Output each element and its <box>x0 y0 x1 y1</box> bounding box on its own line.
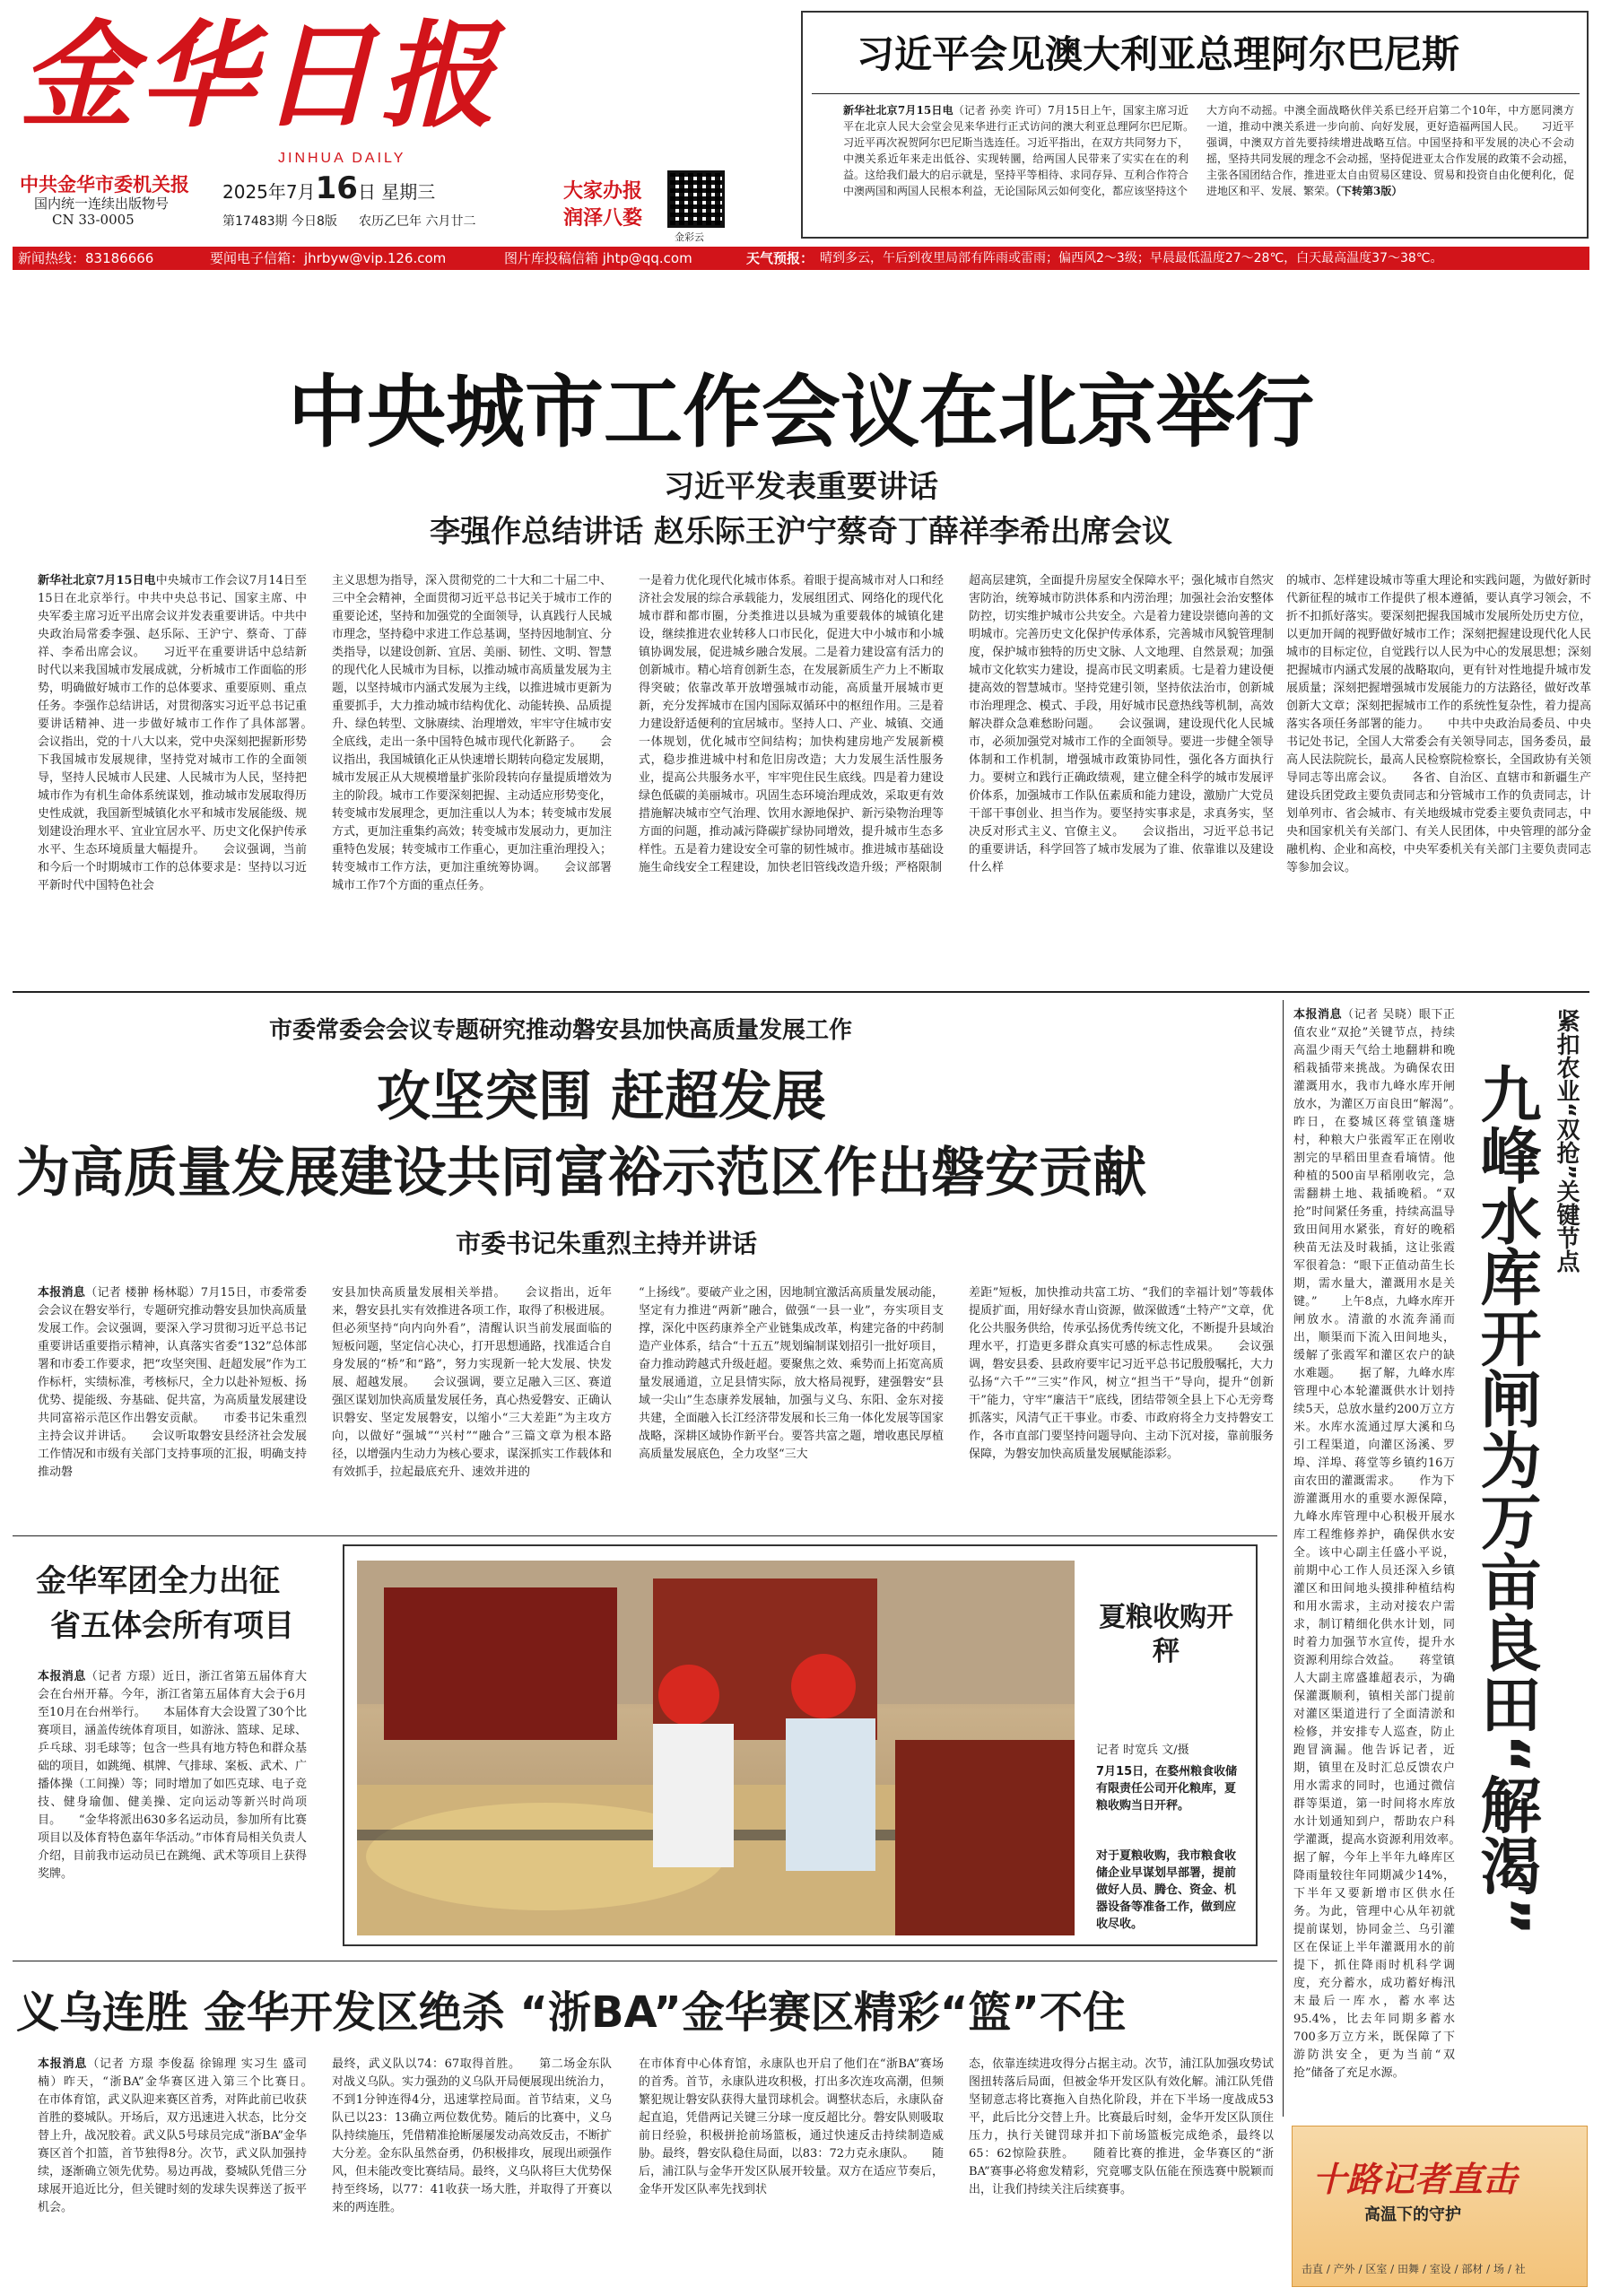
main-text-2: 主义思想为指导，深入贯彻党的二十大和二十届二中、三中全会精神，全面贯彻习近平总书记关于城市工作的重要论述，坚持和加强党的全面领导，认真践行人民城市理念，坚持稳中求进工作总基调，坚持因地制宜、分类指导，以建设创新、宜居、美丽、韧性、文明、智慧的现代化人民城市为目标，以推动城市高质量发展为主题，以坚持城市内涵式发展为主线，以推进城市更新为重要抓手，大力推动城市结构优化、动能转换、品质提升、绿色转型、文脉赓续、治理增效，牢牢守住城市安全底线，走出一条中国特色城市现代化新路子。 会议指出，我国城镇化正从快速增长期转向稳定发展期，城市发展正从大规模增量扩张阶段转向存量提质增效为主的阶段。城市工作要深刻把握、主动适应形势变化，转变城市发展理念，更加注重以人为本；转变城市发展方式，更加注重集约高效；转变城市发展动力，更加注重特色发展；转变城市工作重心，更加注重治理投入；转变城市工作方法，更加注重统筹协调。 会议部署城市工作7个方面的重点任务。 <box>332 574 612 892</box>
top-article-byline: （记者 孙奕 许可） <box>953 104 1049 117</box>
masthead-pinyin: JINHUA DAILY <box>278 151 406 166</box>
ba-col-1 <box>38 2056 307 2289</box>
date-day: 16 <box>315 170 358 206</box>
main-subhead-2: 李强作总结讲话 赵乐际王沪宁蔡奇丁薛祥李希出席会议 <box>430 514 1172 550</box>
photo-illustration <box>357 1561 1075 1935</box>
weather-text: 晴到多云，午后到夜里局部有阵雨或雷雨；偏西风2～3级；早晨最低温度27～28℃，白天最高温度37～38℃。 <box>820 251 1443 265</box>
main-dateline: 新华社北京7月15日电 <box>38 574 156 587</box>
main-col-1 <box>38 572 307 949</box>
juntuan-byline: （记者 方璟） <box>85 1670 163 1683</box>
panan-title-1[interactable]: 攻坚突围 赶超发展 <box>377 1065 826 1128</box>
ba-text-1: 昨天，“浙BA”金华赛区进入第三个比赛日。 在市体育馆，武义队迎来赛区首秀，对阵此前已收获首胜的婺城队。开场后，双方迅速进入状态，比分交替上升，战况胶着。武义队5号球员完成“浙BA”金华赛区首个扣篮，首节独得8分。次节，武义队加强持续，逐渐确立领先优势。易边再战，婺城队凭借三分球展开追近比分，但关键时刻的发球失误葬送了扳平机会。 <box>38 2075 307 2214</box>
ba-byline: （记者 方璟 李俊磊 徐锦理 实习生 盛司楠） <box>38 2057 307 2089</box>
news-email[interactable]: 要闻电子信箱：jhrbyw@vip.126.com <box>210 250 447 266</box>
juntuan-text <box>38 1668 307 1946</box>
slogan-2: 润泽八婺 <box>563 207 643 230</box>
panan-dateline: 本报消息 <box>38 1286 86 1300</box>
info-bar <box>13 247 1589 270</box>
main-subhead-1: 习近平发表重要讲话 <box>664 469 938 505</box>
weather-label: 天气预报： <box>746 250 814 266</box>
weekday: 日 星期三 <box>357 181 436 203</box>
panan-col-2 <box>332 1284 612 1526</box>
ba-text-2: 最终，武义队以74：67取得首胜。 第二场金东队对战义乌队。实力强劲的义乌队开局便展现出统治力，不到1分钟连得4分，迅速掌控局面。首节结束，义乌队已以23：13确立两位数优势。随后的比赛中，义乌队持续施压，凭借精准抢断屡屡发动高效反击，不断扩大分差。金东队虽然奋勇，仍积极排攻，展现出顽强作风，但未能改变比赛结局。最终，义乌队将巨大优势保持至终场，以77：41收获一场大胜，并取得了开赛以来的两连胜。 <box>332 2057 612 2214</box>
jiufeng-text <box>1293 1006 1455 2117</box>
panan-title-2[interactable]: 为高质量发展建设共同富裕示范区作出磐安贡献 <box>16 1142 1146 1205</box>
ba-text-4: 态，依靠连续进攻得分占据主动。次节，浦江队加强攻势试图扭转落后局面，但被金华开发区队有效化解。浦江队凭借坚韧意志将比赛拖入自热化阶段，并在下半场一度战成53平，此后比分交替上升。比赛最后时刻，金华开发区队顶住压力，执行关键罚球并扣下前场篮板完成绝杀，最终以65：62惊险获胜。 随着比赛的推进，金华赛区的“浙BA”赛事必将愈发精彩，究竟哪支队伍能在预选赛中脱颖而出，让我们持续关注后续赛事。 <box>969 2057 1274 2196</box>
main-col-5 <box>1286 572 1591 949</box>
panan-kicker: 市委常委会会议专题研究推动磐安县加快高质量发展工作 <box>269 1017 853 1044</box>
ba-dateline: 本报消息 <box>38 2057 88 2071</box>
photo-caption-1: 7月15日，在婺州粮食收储有限责任公司开化粮库，夏粮收购当日开秤。 <box>1096 1765 1238 1813</box>
date-text: 2025年7月 <box>222 181 316 203</box>
photo-image[interactable] <box>357 1561 1075 1935</box>
main-text-4: 超高层建筑，全面提升房屋安全保障水平；强化城市自然灾害防治，统筹城市防洪体系和内涝治理；加强社会治安整体防控，切实维护城市公共安全。六是着力建设崇德向善的文明城市。完善历史文化保护传承体系，完善城市风貌管理制度，保护城市独特的历史文脉、人文地理、自然景观；加强城市文化软实力建设，提高市民文明素质。七是着力建设便捷高效的智慧城市。坚持党建引领，坚持依法治市，创新城市治理理念、模式、手段，用好城市民意热线等机制，高效解决群众急难愁盼问题。 会议强调，建设现代化人民城市，必须加强党对城市工作的全面领导。要进一步健全领导体制和工作机制，增强城市政策协同性，强化各方面执行力。要树立和践行正确政绩观，建立健全科学的城市发展评价体系，加强城市工作队伍素质和能力建设，激励广大党员干部干事创业、担当作为。要坚持实事求是，求真务实，坚决反对形式主义、官僚主义。 会议指出，习近平总书记的重要讲话，科学回答了城市发展为了谁、依靠谁以及建设什么样 <box>969 574 1274 874</box>
panan-text-1: 7月15日，市委常委会会议在磐安举行，专题研究推动磐安县加快高质量发展工作。会议强调，要深入学习贯彻习近平总书记重要讲话重要指示精神，认真落实省委“132”总体部署和市委工作要求，把“攻坚突围、赶超发展”作为工作标杆，实绩标准，考核标尺，全力以赴补短板、扬优势、提能级、夯基础、促共富，为高质量发展建设共同富裕示范区作出磐安贡献。 市委书记朱重烈主持会议并讲话。 会议听取磐安县经济社会发展工作情况和市级有关部门支持事项的汇报，明确支持推动磐 <box>38 1286 307 1479</box>
ba-text-3: 在市体育中心体育馆，永康队也开启了他们在“浙BA”赛场的首秀。首节，永康队进攻积极，打出多次连攻高潮，但频繁犯规让磐安队获得大量罚球机会。调整状态后，永康队奋起直追，凭借两记关键三分球一度反超比分。磐安队则吸取前日经验，积极拼抢前场篮板，通过快速反击持续制造威胁。最终，磐安队稳住局面，以83：72力克永康队。 随后，浦江队与金华开发区队展开较量。双方在适应节奏后，金华开发区队率先找到状 <box>639 2057 944 2196</box>
main-col-2 <box>332 572 612 949</box>
jiufeng-body: 眼下正值农业“双抢”关键节点，持续高温少雨天气给土地翻耕和晚稻栽插带来挑战。为确保农田灌溉用水，我市九峰水库开闸放水，为灌区万亩良田“解渴”。 昨日，在婺城区蒋堂镇蓬塘村，种粮大户张霞军正在刚收割完的早稻田里查看墒情。他种植的500亩早稻刚收完，急需翻耕土地、栽插晚稻。“双抢”时间紧任务重，持续高温导致田间用水紧张，育好的晚稻秧苗无法及时栽插，这让张霞军很着急：“眼下正值动苗生长期，需水量大，灌溉用水是关键。” 上午8点，九峰水库开闸放水。清澈的水流奔涌而出，顺渠而下流入田间地头，缓解了张霞军和灌区农户的缺水难题。 据了解，九峰水库管理中心本轮灌溉供水计划持续5天，总放水量约200万立方米。水库水流通过厚大溪和乌引工程渠道，向灌区汤溪、罗埠、洋埠、蒋堂等乡镇约16万亩农田的灌溉需求。 作为下游灌溉用水的重要水源保障，九峰水库管理中心积极开展水库工程维修养护，确保供水安全。该中心副主任盛小平说，前期中心工作人员还深入乡镇灌区和田间地头摸排种植结构和用水需求，主动对接农户需求，制订精细化供水计划，同时着力加强节水宣传，提升水资源利用综合效益。 蒋堂镇人大副主席盛雄超表示，为确保灌溉顺利，镇相关部门提前对灌区渠道进行了全面清淤和检修，并安排专人巡查，防止跑冒滴漏。他告诉记者，近期，镇里在及时汇总反馈农户用水需求的同时，也通过微信群等渠道，第一时间将水库放水计划通知到户，帮助农户科学灌溉，提高水资源利用效率。 据了解，今年上半年九峰库区降雨量较往年同期减少14%，下半年又要新增市区供水任务。为此，管理中心从年初就提前谋划，协同金兰、乌引灌区在保证上半年灌溉用水的前提下，抓住降雨时机科学调度，充分蓄水，成功蓄好梅汛末最后一库水，蓄水率达95.4%，比去年同期多蓄水700多万立方米，既保障了下游防洪安全，更为当前“双抢”储备了充足水源。 <box>1293 1008 1455 2080</box>
promo-title: 十路记者直击 <box>1312 2160 1518 2199</box>
ba-col-2 <box>332 2056 612 2289</box>
photo-title: 夏粮收购开秤 <box>1099 1602 1233 1667</box>
jiufeng-kicker: 紧扣农业“双抢”关键节点 <box>1553 1009 1580 1274</box>
ba-col-3 <box>639 2056 944 2289</box>
issue-number: 第17483期 今日8版 <box>222 214 337 229</box>
panan-col-1 <box>38 1284 307 1526</box>
top-article-col2 <box>1206 102 1574 237</box>
serial-label: 国内统一连续出版物号 <box>34 196 170 212</box>
news-hotline: 新闻热线：83186666 <box>18 250 154 266</box>
main-col-3 <box>639 572 944 949</box>
panan-col-3 <box>639 1284 944 1526</box>
promo-subtitle: 高温下的守护 <box>1364 2205 1461 2224</box>
panan-text-2: 安县加快高质量发展相关举措。 会议指出，近年来，磐安县扎实有效推进各项工作，取得了积极进展。但必须坚持“向内向外看”，清醒认识当前发展面临的短板问题，坚定信心决心，打开思想通路，找准适合自身发展的“桥”和“路”，努力实现新一轮大发展、快发展、超越发展。 会议强调，要立足融入三区、赛道强区谋划加快高质量发展任务，真心热爱磐安、正确认识磐安、坚定发展磐安，以缩小“三大差距”为主攻方向，以做好“强城”“兴村”“融合”三篇文章为根本路径，以增强内生动力为核心要求，谋深抓实工作载体和有效抓手，拉起最底充升、速效并进的 <box>332 1286 612 1479</box>
juntuan-title-1[interactable]: 金华军团全力出征 <box>36 1563 280 1599</box>
ba-headline[interactable]: 义乌连胜 金华开发区绝杀 “浙BA”金华赛区精彩“篮”不住 <box>16 1987 1126 2038</box>
main-text-1: 中央城市工作会议7月14日至15日在北京举行。中共中央总书记、国家主席、中央军委主席习近平出席会议并发表重要讲话。中共中央政治局常委李强、赵乐际、王沪宁、蔡奇、丁薛祥、李希出席会议。 习近平在重要讲话中总结新时代以来我国城市发展成就，分析城市工作面临的形势，明确做好城市工作的总体要求、重要原则、重点任务。李强作总结讲话，对贯彻落实习近平总书记重要讲话精神、进一步做好城市工作作了具体部署。 会议指出，党的十八大以来，党中央深刻把握新形势下我国城市发展规律，坚持党对城市工作的全面领导，坚持人民城市人民建、人民城市为人民，坚持把城市作为有机生命体系统谋划，推动城市发展取得历史性成就，我国新型城镇化水平和城市发展能级、规划建设治理水平、宜业宜居水平、历史文化保护传承水平、生态环境质量大幅提升。 会议强调，当前和今后一个时期城市工作的总体要求是：坚持以习近平新时代中国特色社会 <box>38 574 307 892</box>
main-text-5: 的城市、怎样建设城市等重大理论和实践问题，为做好新时代新征程的城市工作提供了根本遵循，要认真学习领会，不折不扣抓好落实。要深刻把握我国城市发展所处历史方位，以更加开阔的视野做好城市工作；深刻把握建设现代化人民城市的目标定位，自觉践行以人民为中心的发展思想；深刻把握城市内涵式发展的战略取向，更有针对性地提升城市发展质量；深刻把握增强城市发展能力的方法路径，做好改革创新大文章；深刻把握城市工作的系统性复杂性，着力提高落实各项任务部署的能力。 中共中央政治局委员、中央书记处书记，全国人大常委会有关领导同志，国务委员，最高人民法院院长，最高人民检察院检察长，全国政协有关领导同志等出席会议。 各省、自治区、直辖市和新疆生产建设兵团党政主要负责同志和分管城市工作的负责同志，计划单列市、省会城市、有关地级城市党委主要负责同志，中央和国家机关有关部门、有关人民团体，中央管理的部分金融机构、企业和高校，中央军委机关有关部门主要负责同志等参加会议。 <box>1286 574 1591 874</box>
panan-byline: （记者 楼翀 杨林聪） <box>85 1286 201 1300</box>
juntuan-body: 近日，浙江省第五届体育大会在台州开幕。今年，浙江省第五届体育大会于6月至10月在台州举行。 本届体育大会设置了30个比赛项目，涵盖传统体育项目，如游泳、篮球、足球、乒乓球、羽毛球等；包含一些具有地方特色和群众基础的项目，如跳绳、棋牌、气排球、案板、武术、广播体操（工间操）等；同时增加了如匹克球、电子竞技、健身瑜伽、健美操、定向运动等新兴时尚项目。 “金华将派出630多名运动员，参加所有比赛项目以及体育特色嘉年华活动。”市体育局相关负责人介绍，目前我市运动员已在跳绳、武术等项目上获得奖牌。 <box>38 1670 307 1881</box>
main-text-3: 一是着力优化现代化城市体系。着眼于提高城市对人口和经济社会发展的综合承载能力，发展组团式、网络化的现代化城市群和都市圈，分类推进以县城为重要载体的城镇化建设，继续推进农业转移人口市民化，促进大中小城市和小城镇协调发展，促进城乡融合发展。二是着力建设富有活力的创新城市。精心培育创新生态，在发展新质生产力上不断取得突破；依靠改革开放增强城市动能，高质量开展城市更新，充分发挥城市在国内国际双循环中的枢纽作用。三是着力建设舒适便利的宜居城市。坚持人口、产业、城镇、交通一体规划，优化城市空间结构；加快构建房地产发展新模式，稳步推进城中村和危旧房改造；大力发展生活性服务业，提高公共服务水平，牢牢兜住民生底线。四是着力建设绿色低碳的美丽城市。巩固生态环境治理成效，采取更有效措施解决城市空气治理、饮用水源地保护、新污染物治理等方面的问题，推动减污降碳扩绿协同增效，提升城市生态多样性。五是着力建设安全可靠的韧性城市。推进城市基础设施生命线安全工程建设，加快老旧管线改造升级；严格限制 <box>639 574 944 874</box>
top-article-col1 <box>843 102 1188 237</box>
panan-text-4: 差距”短板，加快推动共富工坊、“我们的幸福计划”等载体提质扩面，用好绿水青山资源，做深做透“土特产”文章，优化公共服务供给，传承弘扬优秀传统文化，不断提升县域治理水平，打造更多群众真实可感的标志性成果。 会议强调，磐安县委、县政府要牢记习近平总书记殷殷嘱托，大力弘扬“六千”“三实”作风，树立“担当干”导向，提升“创新干”能力，守牢“廉洁干”底线，团结带领全县上下心无旁骛抓落实，风清气正干事业。市委、市政府将全力支持磐安工作，各市直部门要坚持问题导向、主动下沉对接，靠前服务保障，为磐安加快高质量发展赋能添彩。 <box>969 1286 1274 1461</box>
cn-number: CN 33-0005 <box>52 212 135 228</box>
qr-code-icon[interactable] <box>667 170 725 228</box>
panan-text-3: “上扬线”。要破产业之困，因地制宜激活高质量发展动能，坚定有力推进“两新”融合，做强“一县一业”，夯实项目支撑，深化中医药康养全产业链集成改革，构建完备的中药制造产业体系，结合“十五五”规划编制谋划招引一批好项目，奋力推动跨越式升级赶超。要聚焦之效、乘势而上拓宽高质量发展通道，立足县情实际，放大格局视野，建强磐安“县域一尖山”生态康养发展轴，加强与义乌、东阳、金东对接共建，全面融入长江经济带发展和长三角一体化发展等国家战略，深耕区域协作新平台。要答共富之题，增收惠民厚植高质量发展底色，全力攻坚“三大 <box>639 1286 944 1461</box>
promo-footer: 击直 / 产外 / 区室 / 田舞 / 室设 / 部材 / 场 / 社 <box>1302 2263 1526 2275</box>
promo-box[interactable] <box>1292 2126 1588 2287</box>
top-article-text2: 大方向不动摇。中澳全面战略伙伴关系已经开启第二个10年，中方愿同澳方一道，推动中澳关系进一步向前、向好发展，更好造福两国人民。 习近平强调，中澳双方首先要持续增进战略互信。中国坚持和平发展的决心不会动摇，坚持共同发展的理念不会动摇，坚持促进亚太合作发展的政策不会动摇，主张各国团结合作，推进亚太自由贸易区建设、贸易和投资自由化便利化，促进地区和平、发展、繁荣。 <box>1206 104 1574 197</box>
lunar-date: 农历乙巳年 六月廿二 <box>359 214 476 229</box>
ba-col-4 <box>969 2056 1274 2289</box>
jiufeng-title[interactable]: 九峰水库开闸为万亩良田“解渴” <box>1470 1063 1541 1936</box>
photo-credit: 记者 时宽兵 文/摄 <box>1096 1744 1189 1757</box>
photo-email[interactable]: 图片库投稿信箱 jhtp@qq.com <box>504 250 692 266</box>
org-name: 中共金华市委机关报 <box>20 174 189 196</box>
photo-caption-2: 对于夏粮收购，我市粮食收储企业早谋划早部署，提前做好人员、腾仓、资金、机器设备等准备工作，做到应收尽收。 <box>1096 1849 1237 1931</box>
panan-col-4 <box>969 1284 1274 1526</box>
top-article-jump[interactable]: （下转第3版） <box>1336 185 1403 197</box>
juntuan-dateline: 本报消息 <box>38 1670 86 1683</box>
app-name: 金彩云 <box>675 231 704 243</box>
main-headline[interactable]: 中央城市工作会议在北京举行 <box>287 366 1314 458</box>
main-col-4 <box>969 572 1274 949</box>
issue-date <box>222 170 435 206</box>
juntuan-title-2[interactable]: 省五体会所有项目 <box>50 1608 294 1644</box>
panan-subhead: 市委书记朱重烈主持并讲话 <box>456 1229 758 1258</box>
slogan-1: 大家办报 <box>563 180 643 203</box>
top-article-dateline: 新华社北京7月15日电 <box>843 104 953 117</box>
top-article-title[interactable]: 习近平会见澳大利亚总理阿尔巴尼斯 <box>857 32 1460 76</box>
jiufeng-dateline: 本报消息 <box>1293 1008 1343 1022</box>
top-article-text1: 7月15日上午，国家主席习近平在北京人民大会堂会见来华进行正式访问的澳大利亚总理阿尔巴尼斯。 习近平再次祝贺阿尔巴尼斯当选连任。习近平指出，在双方共同努力下，中澳关系近年来走出低谷、实现转圜，给两国人民带来了实实在在的利益。这给我们最大的启示就是，坚持平等相待、求同存异、互利合作符合中澳两国和两国人民根本利益，无论国际风云如何变化，都应该坚持这个 <box>843 104 1188 197</box>
masthead-logo: 金华日报 <box>20 9 501 144</box>
jiufeng-byline: （记者 吴晓） <box>1342 1008 1419 1022</box>
